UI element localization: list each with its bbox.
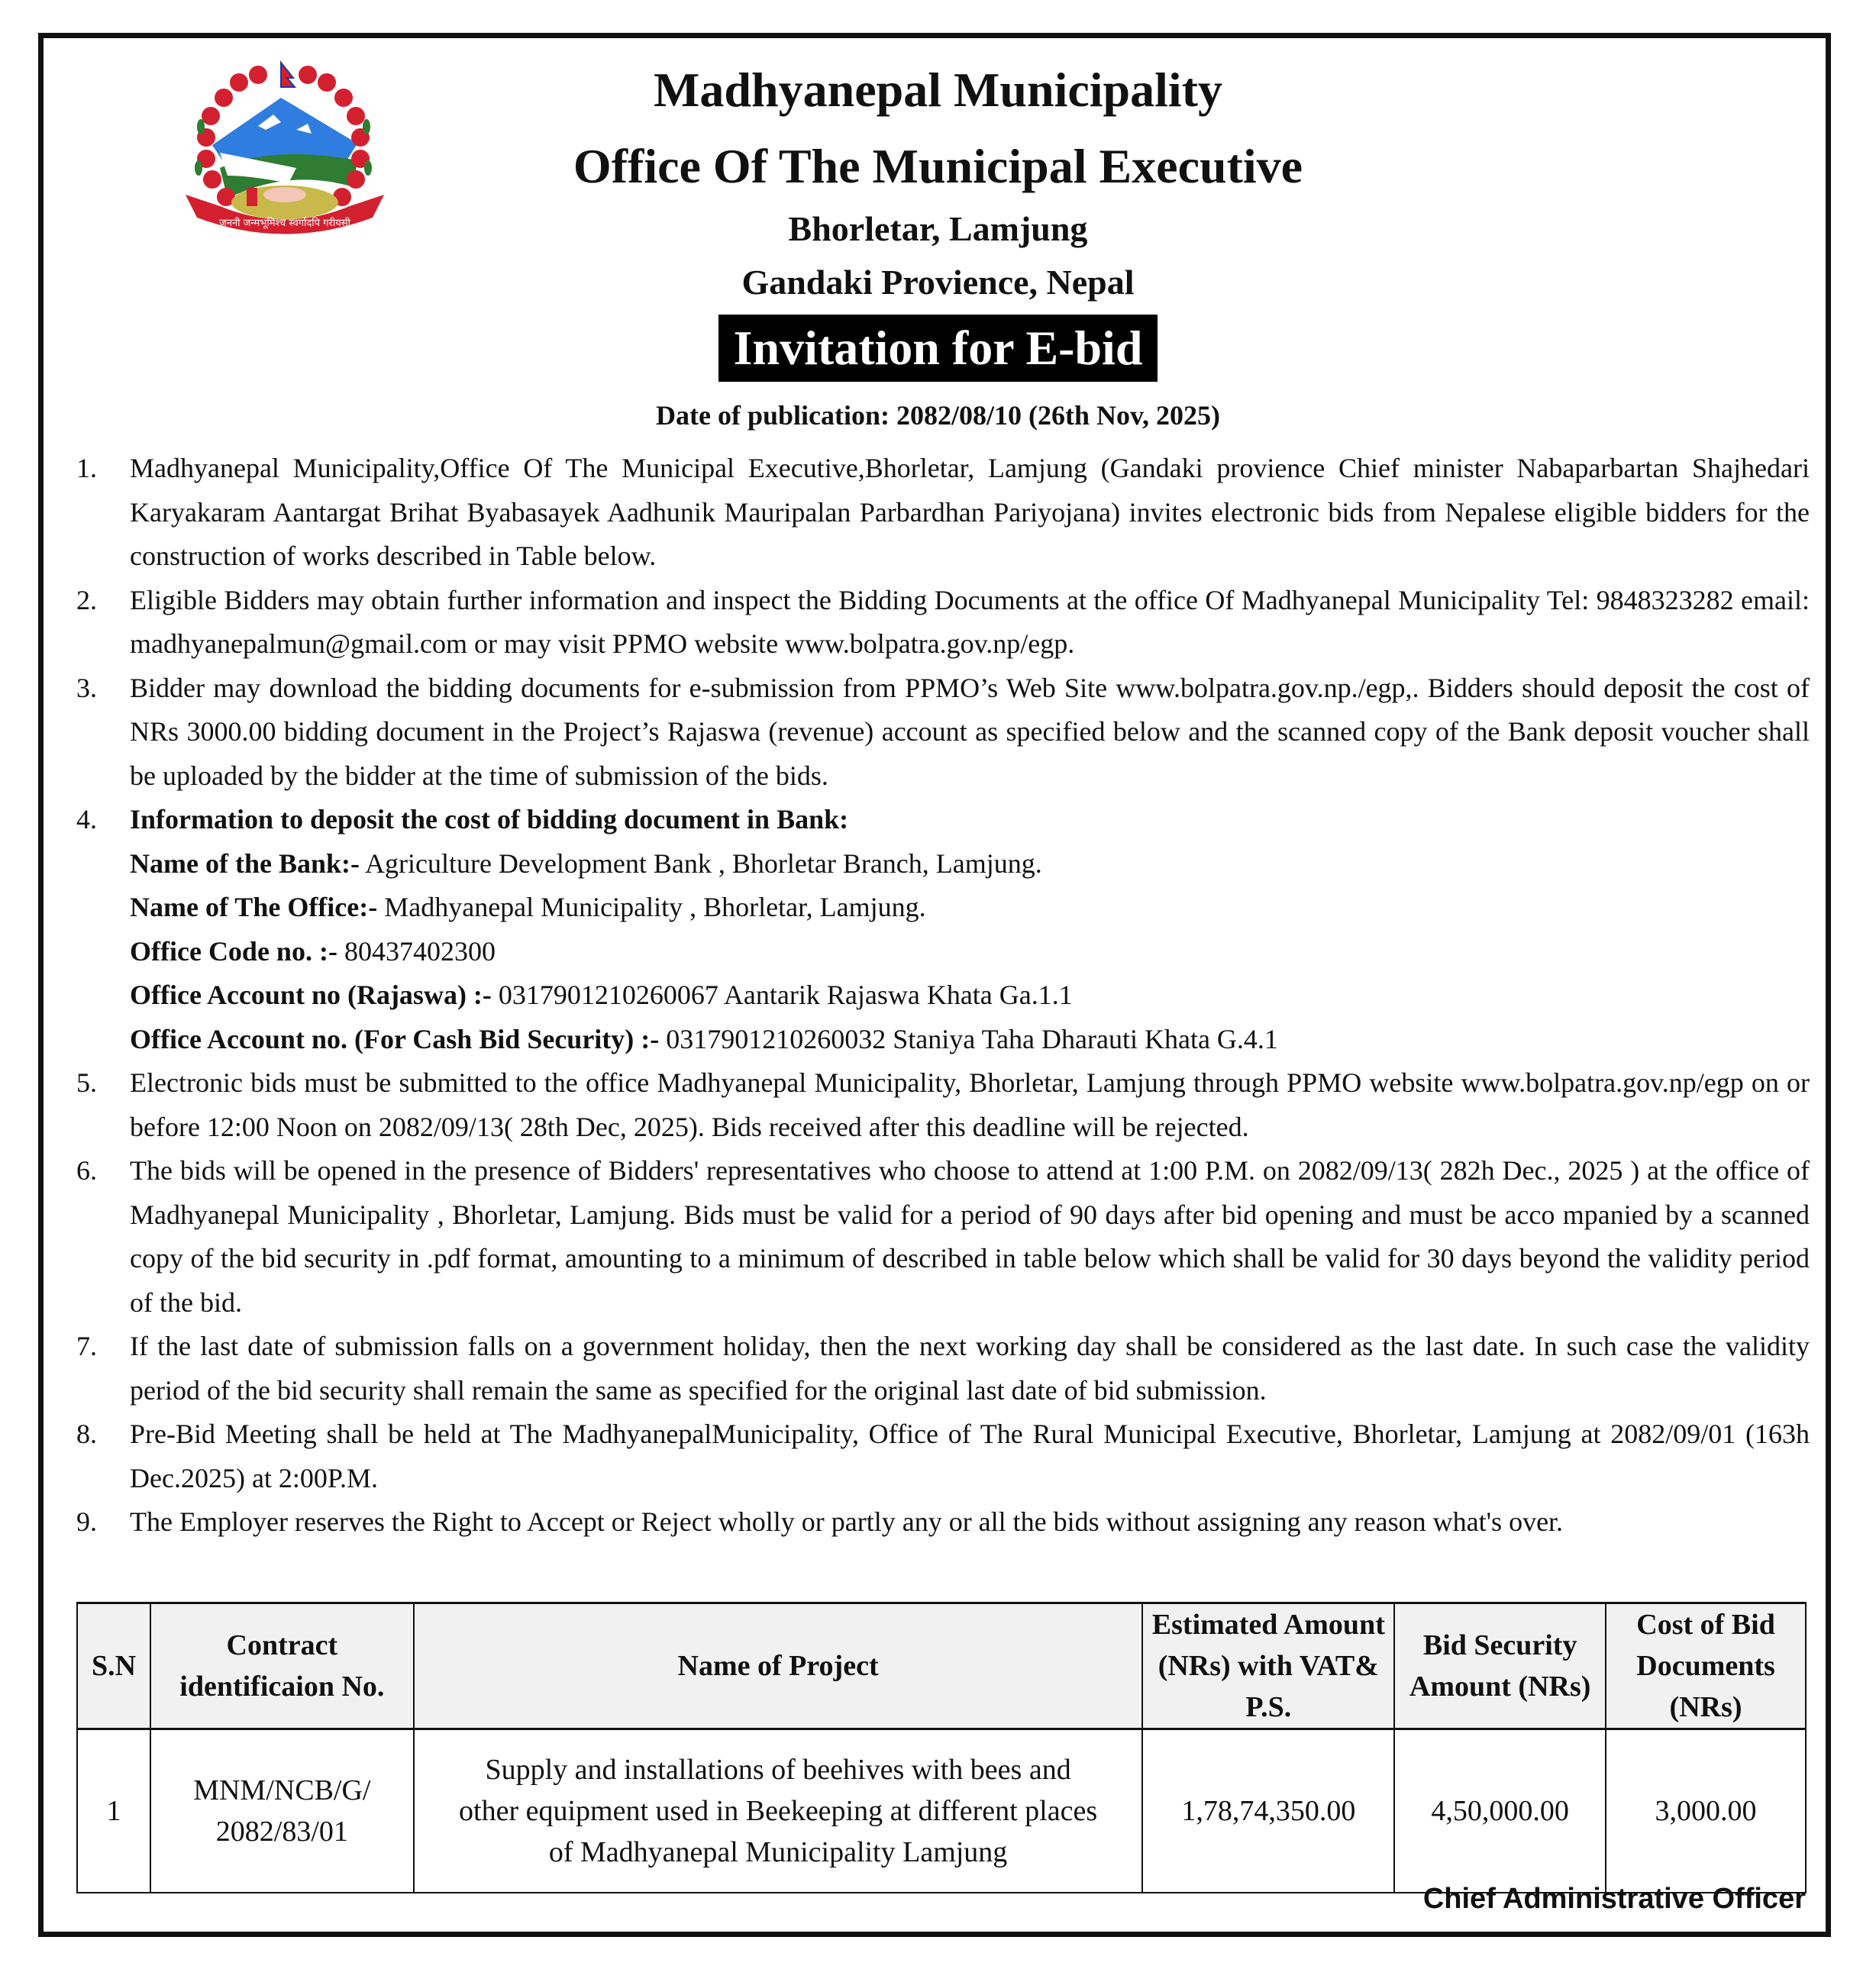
rajaswa-account-label: Office Account no (Rajaswa) :- (130, 980, 492, 1010)
bid-table (76, 1602, 1807, 1893)
municipality-title: Madhyanepal Municipality (654, 63, 1222, 117)
point-6 (76, 1149, 1810, 1325)
header-contract-id: Contract identificaion No. (150, 1603, 414, 1729)
bid-security-account-label: Office Account no. (For Cash Bid Security) :- (130, 1023, 660, 1054)
cell-project-name: Supply and installations of beehives with bees and other equipment used in Beekeeping at different places of Madhyanepal Municipality Lamjung (414, 1729, 1143, 1893)
header-estimated-amount: Estimated Amount (NRs) with VAT& P.S. (1142, 1603, 1394, 1729)
point-number: 1. (76, 453, 97, 483)
bank-name-line (76, 842, 1810, 886)
publication-date: Date of publication: 2082/08/10 (26th Nov, 2025) (655, 400, 1220, 431)
point-number: 8. (76, 1419, 97, 1449)
point-number: 4. (76, 804, 97, 835)
point-5 (76, 1061, 1810, 1149)
point-number: 6. (76, 1155, 97, 1186)
header-project-name: Name of Project (414, 1603, 1143, 1729)
cell-bid-security: 4,50,000.00 (1394, 1729, 1606, 1893)
address-line: Bhorletar, Lamjung (788, 209, 1088, 248)
province-line: Gandaki Provience, Nepal (741, 263, 1135, 302)
point-text: Eligible Bidders may obtain further information and inspect the Bidding Documents at the office Of Madhyanepal Municipality Tel: 9848323282 email: madhyanepalmun@gmail.com or may visit PPMO website www.bolpatra.gov.np/egp. (130, 584, 1810, 659)
point-number: 3. (76, 672, 97, 703)
header-bid-doc-cost: Cost of Bid Documents (NRs) (1606, 1603, 1806, 1729)
point-number: 5. (76, 1067, 97, 1098)
point-text: The bids will be opened in the presence of Bidders' representatives who choose to attend at 1:00 P.M. on 2082/09/13( 282h Dec., 2025 ) at the office of Madhyanepal Municipality , Bhorletar, Lamjung. Bids must be valid for a period of 90 days after bid opening and must be acco mpanied by a scanned copy of the bid security in .pdf format, amounting to a minimum of described in table below which shall be valid for 30 days beyond the validity period of the bid. (130, 1155, 1810, 1318)
bid-security-account-line (76, 1018, 1810, 1062)
rajaswa-account-line (76, 973, 1810, 1018)
notice-points (76, 447, 1810, 1545)
point-7 (76, 1325, 1810, 1412)
point-text: The Employer reserves the Right to Accept or Reject wholly or partly any or all the bids without assigning any reason what's over. (130, 1506, 1564, 1537)
point-number: 7. (76, 1331, 97, 1361)
point-2 (76, 579, 1810, 667)
point-1 (76, 447, 1810, 579)
office-code-line (76, 930, 1810, 974)
point-text: Madhyanepal Municipality,Office Of The Municipal Executive,Bhorletar, Lamjung (Gandaki provience Chief minister Nabaparbartan Shajhedari Karyakaram Aantargat Brihat Byabasayek Aadhunik Mauripalan Parbardhan Pariyojana) invites electronic bids from Nepalese eligible bidders for the construction of works described in Table below. (130, 453, 1810, 571)
contract-id-line1: MNM/NCB/G/ (193, 1774, 371, 1806)
point-number: 2. (76, 584, 97, 615)
office-label: Name of The Office:- (130, 892, 378, 922)
signature-title: Chief Administrative Officer (1422, 1883, 1806, 1915)
office-code-value: 80437402300 (337, 935, 496, 967)
point-text: If the last date of submission falls on a government holiday, then the next working day shall be considered as the last date. In such case the validity period of the bid security shall remain the same as specified for the original last date of bid submission. (130, 1331, 1810, 1406)
office-code-label: Office Code no. :- (130, 935, 337, 967)
bid-security-account-value: 0317901210260032 Staniya Taha Dharauti Khata G.4.1 (659, 1023, 1278, 1054)
point-4 (76, 798, 1810, 842)
office-value: Madhyanepal Municipality , Bhorletar, Lamjung. (377, 892, 926, 922)
point-heading: Information to deposit the cost of bidding document in Bank: (130, 804, 849, 835)
table-header-row (77, 1603, 1806, 1729)
cell-sn: 1 (77, 1729, 150, 1893)
point-3 (76, 667, 1810, 799)
point-text: Electronic bids must be submitted to the office Madhyanepal Municipality, Bhorletar, Lamjung through PPMO website www.bolpatra.gov.np/egp on or before 12:00 Noon on 2082/09/13( 28th Dec, 2025). Bids received after this deadline will be rejected. (130, 1067, 1810, 1142)
invitation-banner: Invitation for E-bid (718, 315, 1158, 382)
office-title: Office Of The Municipal Executive (573, 139, 1303, 193)
contract-id-line2: 2082/83/01 (215, 1815, 348, 1848)
point-number: 9. (76, 1506, 97, 1537)
header-bid-security: Bid Security Amount (NRs) (1394, 1603, 1606, 1729)
header-sn: S.N (77, 1603, 150, 1729)
point-text: Pre-Bid Meeting shall be held at The MadhyanepalMunicipality, Office of The Rural Municipal Executive, Bhorletar, Lamjung at 2082/09/01 (163h Dec.2025) at 2:00P.M. (130, 1419, 1810, 1493)
point-text: Bidder may download the bidding documents for e-submission from PPMO’s Web Site www.bolpatra.gov.np./egp,. Bidders should deposit the cost of NRs 3000.00 bidding document in the Project’s Rajaswa (revenue) account as specified below and the scanned copy of the Bank deposit voucher shall be uploaded by the bidder at the time of submission of the bids. (130, 672, 1810, 791)
cell-bid-doc-cost: 3,000.00 (1606, 1729, 1806, 1893)
point-8 (76, 1412, 1810, 1500)
banner-wrapper (0, 315, 1876, 382)
bank-label: Name of the Bank:- (130, 847, 360, 879)
cell-contract-id (150, 1729, 414, 1893)
table-row (77, 1729, 1806, 1893)
point-9 (76, 1500, 1810, 1545)
office-name-line (76, 886, 1810, 930)
rajaswa-account-value: 0317901210260067 Aantarik Rajaswa Khata Ga.1.1 (491, 980, 1073, 1010)
svg-text:जननी जन्मभूमिश्च स्वर्गादपि गर: जननी जन्मभूमिश्च स्वर्गादपि गरीयसी (219, 218, 350, 229)
bank-value: Agriculture Development Bank , Bhorletar Branch, Lamjung. (359, 847, 1042, 879)
cell-estimated-amount: 1,78,74,350.00 (1142, 1729, 1394, 1893)
